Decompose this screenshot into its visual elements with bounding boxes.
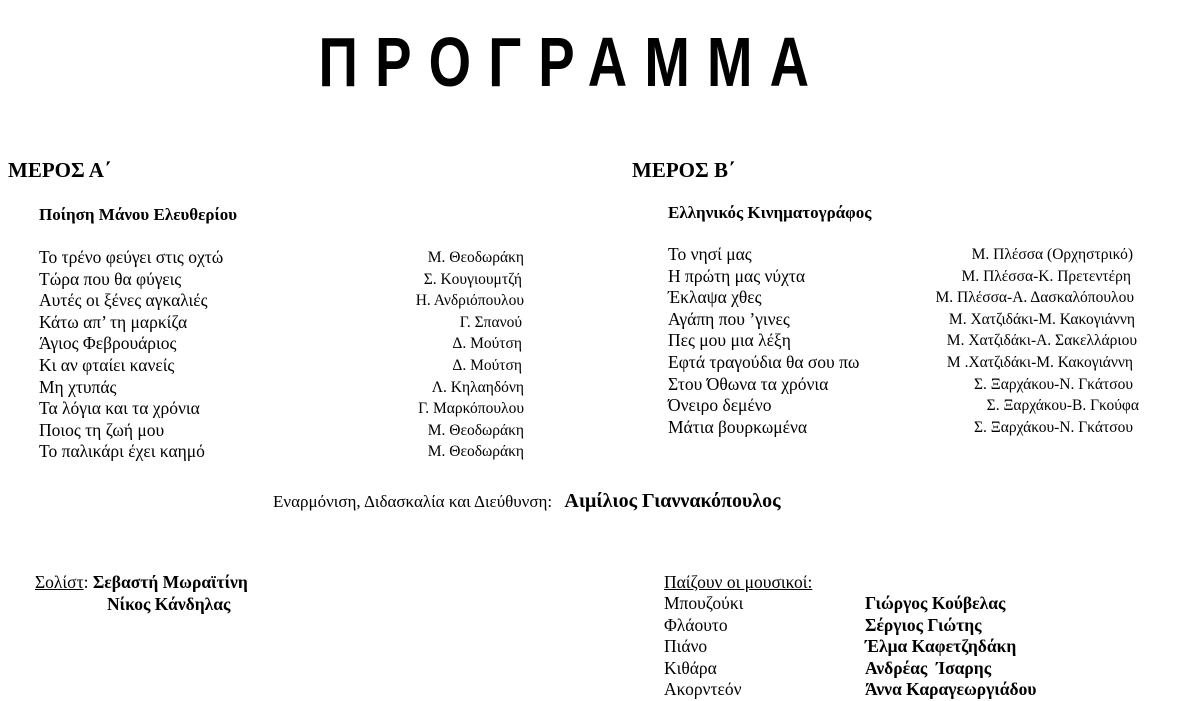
- song-row: [39, 355, 524, 377]
- song-composer: Μ. Θεοδωράκη: [427, 421, 524, 439]
- musician-name: Ανδρέας Ίσαρης: [865, 657, 992, 678]
- musician-row: [664, 615, 1084, 637]
- song-composer: Μ. Πλέσσα-Κ. Πρετεντέρη: [961, 267, 1131, 285]
- musician-name: Έλμα Καφετζηδάκη: [865, 636, 1017, 657]
- soloist-name: Νίκος Κάνδηλας: [107, 594, 231, 614]
- instrument: Πιάνο: [664, 636, 708, 657]
- part-a-song-list: [39, 247, 524, 463]
- song-row: [39, 312, 524, 334]
- song-row: [39, 441, 524, 463]
- song-title: Αυτές οι ξένες αγκαλιές: [39, 290, 208, 311]
- part-a-subtitle: Ποίηση Μάνου Ελευθερίου: [39, 205, 238, 224]
- instrument: Φλάουτο: [664, 614, 728, 635]
- musician-row: [664, 679, 1084, 701]
- song-composer: Μ .Χατζιδάκι-Μ. Κακογιάννη: [946, 353, 1133, 371]
- song-composer: Η. Ανδριόπουλου: [415, 292, 524, 310]
- song-composer: Δ. Μούτση: [452, 356, 522, 374]
- instrument: Ακορντεόν: [664, 679, 742, 700]
- song-row: [668, 309, 1140, 331]
- song-title: Αγάπη που ’γινες: [668, 308, 790, 329]
- musician-name: Σέργιος Γιώτης: [865, 614, 982, 635]
- instrument: Μπουζούκι: [664, 593, 744, 613]
- song-composer: Σ. Ξαρχάκου-Ν. Γκάτσου: [973, 375, 1133, 393]
- song-row: [39, 377, 524, 399]
- song-title: Στου Όθωνα τα χρόνια: [668, 373, 829, 394]
- song-composer: Σ. Κουγιουμτζή: [423, 270, 522, 288]
- song-row: [39, 333, 524, 355]
- song-row: [668, 266, 1140, 288]
- song-row: [668, 352, 1140, 374]
- song-row: [668, 330, 1140, 352]
- song-title: Έκλαψα χθες: [668, 287, 762, 308]
- song-title: Η πρώτη μας νύχτα: [668, 265, 806, 286]
- song-title: Τώρα που θα φύγεις: [39, 268, 182, 289]
- musician-row: [664, 636, 1084, 658]
- song-composer: Γ. Μαρκόπουλου: [418, 400, 524, 418]
- song-composer: Μ. Χατζιδάκι-Μ. Κακογιάννη: [948, 310, 1135, 328]
- soloist-name: Σεβαστή Μωραϊτίνη: [92, 572, 248, 592]
- credits-name: Αιμίλιος Γιαννακόπουλος: [564, 490, 781, 512]
- song-title: Το νησί μας: [668, 244, 752, 264]
- instrument: Κιθάρα: [664, 657, 717, 678]
- musician-row: [664, 593, 1084, 615]
- song-row: [39, 247, 524, 269]
- page-title: ΠΡΟΓΡΑΜΜΑ: [318, 23, 827, 101]
- song-title: Άγιος Φεβρουάριος: [39, 333, 177, 354]
- soloists-label: Σολίστ: [35, 572, 84, 592]
- song-title: Μάτια βουρκωμένα: [668, 416, 808, 437]
- musicians-label: Παίζουν οι μουσικοί:: [664, 572, 813, 592]
- song-row: [668, 244, 1140, 266]
- part-b-subtitle: Ελληνικός Κινηματογράφος: [668, 203, 872, 222]
- song-composer: Γ. Σπανού: [459, 313, 522, 331]
- musician-row: [664, 658, 1084, 680]
- song-composer: Μ. Θεοδωράκη: [427, 249, 524, 266]
- song-row: [668, 417, 1140, 439]
- song-title: Το παλικάρι έχει καημό: [39, 441, 205, 462]
- song-title: Μη χτυπάς: [39, 376, 117, 397]
- soloists-separator: :: [83, 572, 89, 592]
- song-composer: Σ. Ξαρχάκου-Ν. Γκάτσου: [973, 418, 1133, 436]
- musician-name: Άννα Καραγεωργιάδου: [865, 679, 1037, 700]
- song-composer: Μ. Πλέσσα (Ορχηστρικό): [971, 246, 1133, 263]
- song-composer: Μ. Θεοδωράκη: [427, 443, 524, 461]
- credits-line: [273, 490, 781, 513]
- song-composer: Δ. Μούτση: [452, 335, 522, 353]
- song-composer: Λ. Κηλαηδόνη: [431, 378, 524, 396]
- song-title: Ποιος τη ζωή μου: [39, 419, 165, 440]
- soloists-block: [35, 572, 248, 593]
- song-row: [668, 374, 1140, 396]
- credits-label: Εναρμόνιση, Διδασκαλία και Διεύθυνση:: [273, 492, 553, 511]
- song-row: [668, 287, 1140, 309]
- song-row: [39, 420, 524, 442]
- song-row: [39, 398, 524, 420]
- musicians-list: [664, 593, 1084, 701]
- part-a-heading: ΜΕΡΟΣ Α΄: [8, 158, 111, 182]
- song-title: Τα λόγια και τα χρόνια: [39, 398, 200, 419]
- song-composer: Σ. Ξαρχάκου-Β. Γκούφα: [986, 397, 1139, 415]
- musician-name: Γιώργος Κούβελας: [865, 593, 1006, 613]
- song-title: Όνειρο δεμένο: [668, 395, 772, 416]
- part-b-heading: ΜΕΡΟΣ Β΄: [632, 158, 735, 182]
- song-title: Το τρένο φεύγει στις οχτώ: [39, 247, 224, 267]
- song-composer: Μ. Χατζιδάκι-Α. Σακελλάριου: [946, 332, 1137, 350]
- song-title: Κι αν φταίει κανείς: [39, 354, 175, 375]
- song-row: [39, 269, 524, 291]
- song-row: [39, 290, 524, 312]
- song-title: Πες μου μια λέξη: [668, 330, 791, 351]
- song-title: Εφτά τραγούδια θα σου πω: [668, 351, 860, 372]
- part-b-song-list: [668, 244, 1140, 438]
- song-composer: Μ. Πλέσσα-Α. Δασκαλόπουλου: [935, 289, 1134, 307]
- song-row: [668, 395, 1140, 417]
- song-title: Κάτω απ’ τη μαρκίζα: [39, 311, 188, 332]
